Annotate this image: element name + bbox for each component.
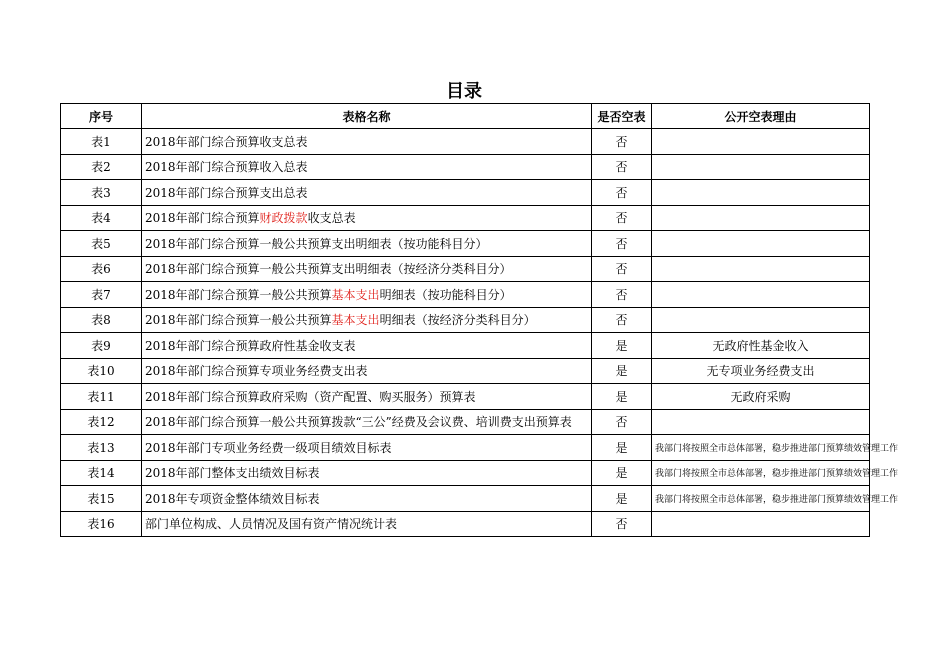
row-empty: 否 <box>592 256 652 282</box>
row-empty: 是 <box>592 358 652 384</box>
row-reason <box>652 129 870 155</box>
row-name-text: 2018年部门综合预算一般公共预算拨款“三公”经费及会议费、培训费支出预算表 <box>145 415 572 430</box>
row-reason <box>652 282 870 308</box>
row-name <box>142 511 592 537</box>
row-name <box>142 154 592 180</box>
table-row <box>61 129 870 155</box>
row-name-text: 2018年部门专项业务经费一级项目绩效目标表 <box>145 440 392 455</box>
row-name-highlight: 基本支出 <box>331 313 380 328</box>
row-seq: 表3 <box>61 180 142 206</box>
row-empty: 否 <box>592 154 652 180</box>
header-empty: 是否空表 <box>592 104 652 129</box>
row-name-highlight: 财政拨款 <box>259 211 308 226</box>
row-empty: 否 <box>592 129 652 155</box>
header-name: 表格名称 <box>142 104 592 129</box>
row-reason: 我部门将按照全市总体部署，稳步推进部门预算绩效管理工作 <box>652 460 870 486</box>
row-seq: 表14 <box>61 460 142 486</box>
row-empty: 否 <box>592 205 652 231</box>
table-row <box>61 511 870 537</box>
row-empty: 是 <box>592 435 652 461</box>
row-name-text: 2018年部门综合预算专项业务经费支出表 <box>145 364 368 379</box>
row-name-text: 2018年部门综合预算政府采购（资产配置、购买服务）预算表 <box>145 389 476 404</box>
row-name-text: 2018年部门综合预算一般公共预算支出明细表（按经济分类科目分） <box>145 262 512 277</box>
row-reason: 我部门将按照全市总体部署，稳步推进部门预算绩效管理工作 <box>652 486 870 512</box>
row-name-text: 2018年部门综合预算收入总表 <box>145 160 308 175</box>
row-reason <box>652 409 870 435</box>
table-row <box>61 282 870 308</box>
table-row <box>61 256 870 282</box>
row-seq: 表9 <box>61 333 142 359</box>
page-title: 目录 <box>446 81 482 102</box>
row-name <box>142 282 592 308</box>
row-name <box>142 231 592 257</box>
table-row <box>61 486 870 512</box>
row-reason: 无政府性基金收入 <box>652 333 870 359</box>
row-empty: 是 <box>592 384 652 410</box>
row-empty: 否 <box>592 307 652 333</box>
row-name-text: 2018年部门综合预算一般公共预算 <box>145 287 332 302</box>
row-name <box>142 256 592 282</box>
row-name-text: 2018年部门整体支出绩效目标表 <box>145 466 320 481</box>
row-name-text: 2018年部门综合预算一般公共预算 <box>145 313 332 328</box>
table-row <box>61 333 870 359</box>
row-seq: 表15 <box>61 486 142 512</box>
header-reason: 公开空表理由 <box>652 104 870 129</box>
row-reason: 无专项业务经费支出 <box>652 358 870 384</box>
row-name-text: 2018年专项资金整体绩效目标表 <box>145 491 320 506</box>
row-name <box>142 129 592 155</box>
row-name <box>142 333 592 359</box>
row-name-highlight: 基本支出 <box>331 287 380 302</box>
row-empty: 是 <box>592 333 652 359</box>
table-row <box>61 409 870 435</box>
row-name-text: 2018年部门综合预算收支总表 <box>145 134 308 149</box>
row-empty: 否 <box>592 231 652 257</box>
row-name <box>142 180 592 206</box>
row-seq: 表10 <box>61 358 142 384</box>
header-seq: 序号 <box>61 104 142 129</box>
row-name-text: 2018年部门综合预算支出总表 <box>145 185 308 200</box>
row-name-text: 2018年部门综合预算 <box>145 211 260 226</box>
row-seq: 表11 <box>61 384 142 410</box>
row-seq: 表5 <box>61 231 142 257</box>
row-empty: 否 <box>592 409 652 435</box>
row-seq: 表2 <box>61 154 142 180</box>
row-name-text: 2018年部门综合预算政府性基金收支表 <box>145 338 356 353</box>
row-name-text: 明细表（按功能科目分） <box>379 287 512 302</box>
row-reason: 我部门将按照全市总体部署，稳步推进部门预算绩效管理工作 <box>652 435 870 461</box>
table-row <box>61 231 870 257</box>
table-row <box>61 460 870 486</box>
table-row <box>61 154 870 180</box>
row-empty: 是 <box>592 486 652 512</box>
row-reason <box>652 180 870 206</box>
row-empty: 是 <box>592 460 652 486</box>
row-name <box>142 460 592 486</box>
row-name <box>142 486 592 512</box>
row-reason <box>652 231 870 257</box>
row-name <box>142 307 592 333</box>
row-seq: 表13 <box>61 435 142 461</box>
header-row <box>61 104 870 129</box>
row-empty: 否 <box>592 180 652 206</box>
row-name <box>142 205 592 231</box>
row-name-text: 明细表（按经济分类科目分） <box>379 313 536 328</box>
row-seq: 表7 <box>61 282 142 308</box>
row-name <box>142 358 592 384</box>
row-reason <box>652 154 870 180</box>
row-seq: 表12 <box>61 409 142 435</box>
table-row <box>61 384 870 410</box>
row-reason <box>652 256 870 282</box>
table-row <box>61 358 870 384</box>
row-seq: 表4 <box>61 205 142 231</box>
row-reason: 无政府采购 <box>652 384 870 410</box>
row-name-text: 部门单位构成、人员情况及国有资产情况统计表 <box>145 517 398 532</box>
row-reason <box>652 307 870 333</box>
table-row <box>61 180 870 206</box>
row-seq: 表16 <box>61 511 142 537</box>
catalog-table <box>60 103 899 537</box>
row-name <box>142 409 592 435</box>
row-empty: 否 <box>592 282 652 308</box>
table-row <box>61 435 870 461</box>
row-reason <box>652 205 870 231</box>
table-row <box>61 307 870 333</box>
row-name-text: 2018年部门综合预算一般公共预算支出明细表（按功能科目分） <box>145 236 488 251</box>
row-name <box>142 384 592 410</box>
table-row <box>61 205 870 231</box>
row-name <box>142 435 592 461</box>
row-seq: 表1 <box>61 129 142 155</box>
row-reason <box>652 511 870 537</box>
row-seq: 表8 <box>61 307 142 333</box>
row-empty: 否 <box>592 511 652 537</box>
row-name-text: 收支总表 <box>307 211 356 226</box>
row-seq: 表6 <box>61 256 142 282</box>
